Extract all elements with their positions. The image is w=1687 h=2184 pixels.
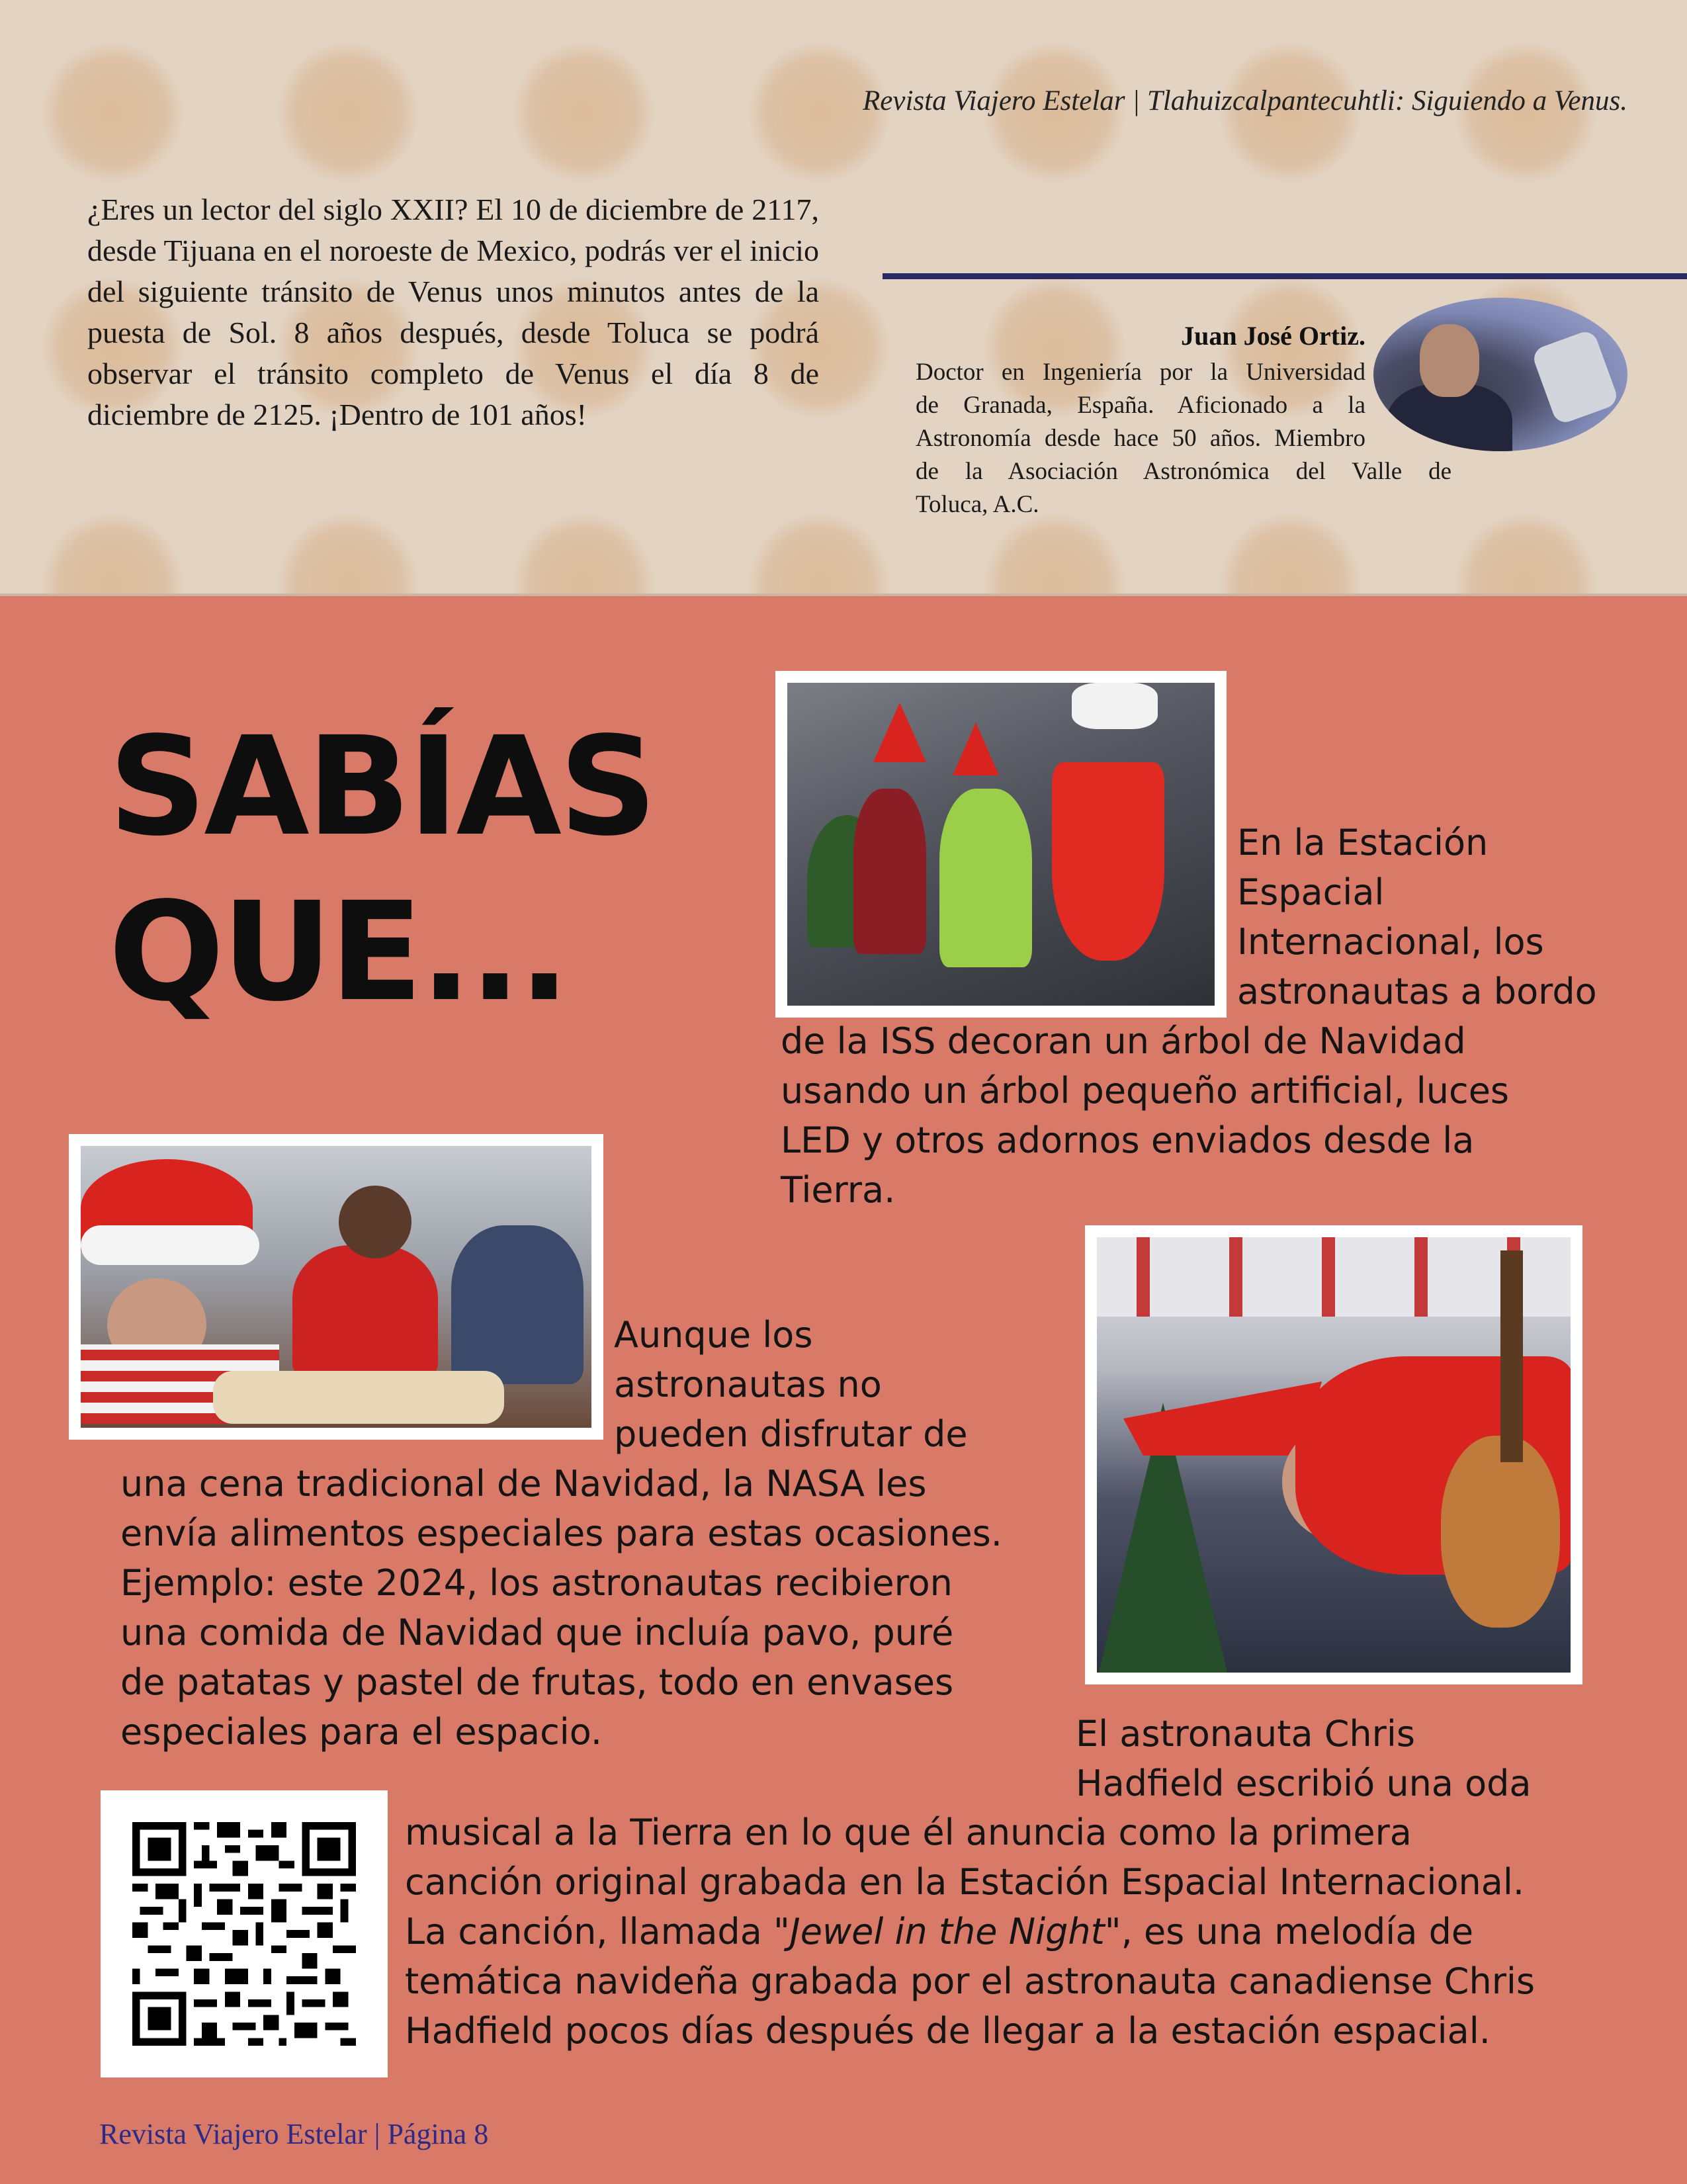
fact-3-text bbox=[1076, 1709, 1532, 1808]
author-bio-line: Toluca, A.C. bbox=[916, 491, 1039, 518]
fact-1-line: Espacial bbox=[1237, 871, 1385, 913]
fact-1-text-continued bbox=[781, 1016, 1509, 1215]
fact-1-line: usando un árbol pequeño artificial, luces bbox=[781, 1070, 1510, 1112]
fact-1-text bbox=[1237, 818, 1597, 1016]
footer-separator: | bbox=[374, 2118, 380, 2150]
fact-1-line: Internacional, los bbox=[1237, 921, 1544, 963]
footer-magazine: Revista Viajero Estelar bbox=[99, 2118, 367, 2150]
author-bio-line: Doctor en Ingeniería por la Universidad bbox=[916, 359, 1365, 386]
fact-2-text-continued bbox=[120, 1459, 1002, 1757]
fact-1-line: Tierra. bbox=[781, 1169, 896, 1211]
fact-2-line: astronautas no bbox=[614, 1364, 882, 1405]
author-bio-line: de la Asociación Astronómica del Valle de bbox=[916, 458, 1451, 485]
section-title bbox=[108, 704, 654, 1035]
iss-christmas-meal-photo bbox=[69, 1134, 603, 1440]
header-article: Tlahuizcalpantecuhtli: Siguiendo a Venus. bbox=[1146, 85, 1627, 116]
fact-3-line: canción original grabada en la Estación Espacial Internacional. bbox=[405, 1861, 1525, 1903]
header-panel bbox=[0, 0, 1687, 596]
fact-1-line: astronautas a bordo bbox=[1237, 971, 1597, 1012]
fact-1-line: LED y otros adornos enviados desde la bbox=[781, 1119, 1475, 1161]
qr-code[interactable] bbox=[101, 1790, 388, 2077]
hadfield-guitar-photo bbox=[1085, 1225, 1582, 1684]
fact-2-line: envía alimentos especiales para estas ocasiones. bbox=[120, 1512, 1002, 1554]
section-title-line1: SABÍAS bbox=[108, 707, 655, 866]
author-bio bbox=[916, 356, 1451, 521]
intro-paragraph: ¿Eres un lector del siglo XXII? El 10 de diciembre de 2117, desde Tijuana en el noroeste de Mexico, podrás ver el inicio del siguiente tránsito de Venus unos minutos antes de la puesta de Sol. 8 años después, desde Toluca se podrá observar el tránsito completo de Venus el día 8 de diciembre de 2125. ¡Dentro de 101 años! bbox=[87, 193, 819, 431]
fact-2-line: de patatas y pastel de frutas, todo en envases bbox=[120, 1661, 954, 1703]
fact-2-line: una cena tradicional de Navidad, la NASA les bbox=[120, 1463, 927, 1505]
footer-page-number: Página 8 bbox=[387, 2118, 489, 2150]
fact-3-text-after-song: , es una melodía de bbox=[1121, 1911, 1474, 1952]
qr-code-pattern bbox=[132, 1822, 356, 2046]
divider-rule bbox=[883, 273, 1687, 279]
page-footer bbox=[99, 2117, 488, 2151]
fact-2-text bbox=[614, 1310, 968, 1459]
fact-3-line-song bbox=[405, 1907, 1535, 1956]
song-title: "Jewel in the Night" bbox=[773, 1911, 1121, 1952]
fact-3-text-continued bbox=[405, 1808, 1535, 2056]
fact-2-line: Ejemplo: este 2024, los astronautas recibieron bbox=[120, 1562, 953, 1604]
fact-2-line: una comida de Navidad que incluía pavo, puré bbox=[120, 1612, 954, 1653]
header-separator: | bbox=[1132, 85, 1141, 116]
author-bio-line: Astronomía desde hace 50 años. Miembro bbox=[916, 425, 1365, 452]
fact-3-line: temática navideña grabada por el astronauta canadiense Chris bbox=[405, 1960, 1536, 2002]
running-header bbox=[863, 85, 1627, 117]
author-name: Juan José Ortiz. bbox=[1181, 321, 1365, 351]
fact-1-line: de la ISS decoran un árbol de Navidad bbox=[781, 1020, 1466, 1062]
fact-2-line: Aunque los bbox=[614, 1314, 813, 1356]
section-title-line2: QUE... bbox=[108, 873, 568, 1031]
iss-christmas-crew-photo bbox=[775, 671, 1227, 1018]
fact-3-line: Hadfield escribió una oda bbox=[1076, 1763, 1532, 1804]
fact-3-text-before-song: La canción, llamada bbox=[405, 1911, 773, 1952]
fact-3-line: Hadfield pocos días después de llegar a la estación espacial. bbox=[405, 2010, 1491, 2052]
fact-3-line: musical a la Tierra en lo que él anuncia como la primera bbox=[405, 1812, 1412, 1853]
author-bio-line: de Granada, España. Aficionado a la bbox=[916, 392, 1365, 419]
fact-2-line: pueden disfrutar de bbox=[614, 1413, 968, 1455]
header-magazine: Revista Viajero Estelar bbox=[863, 85, 1125, 116]
fact-2-line: especiales para el espacio. bbox=[120, 1711, 603, 1753]
fact-3-line: El astronauta Chris bbox=[1076, 1713, 1415, 1755]
fact-1-line: En la Estación bbox=[1237, 822, 1489, 863]
